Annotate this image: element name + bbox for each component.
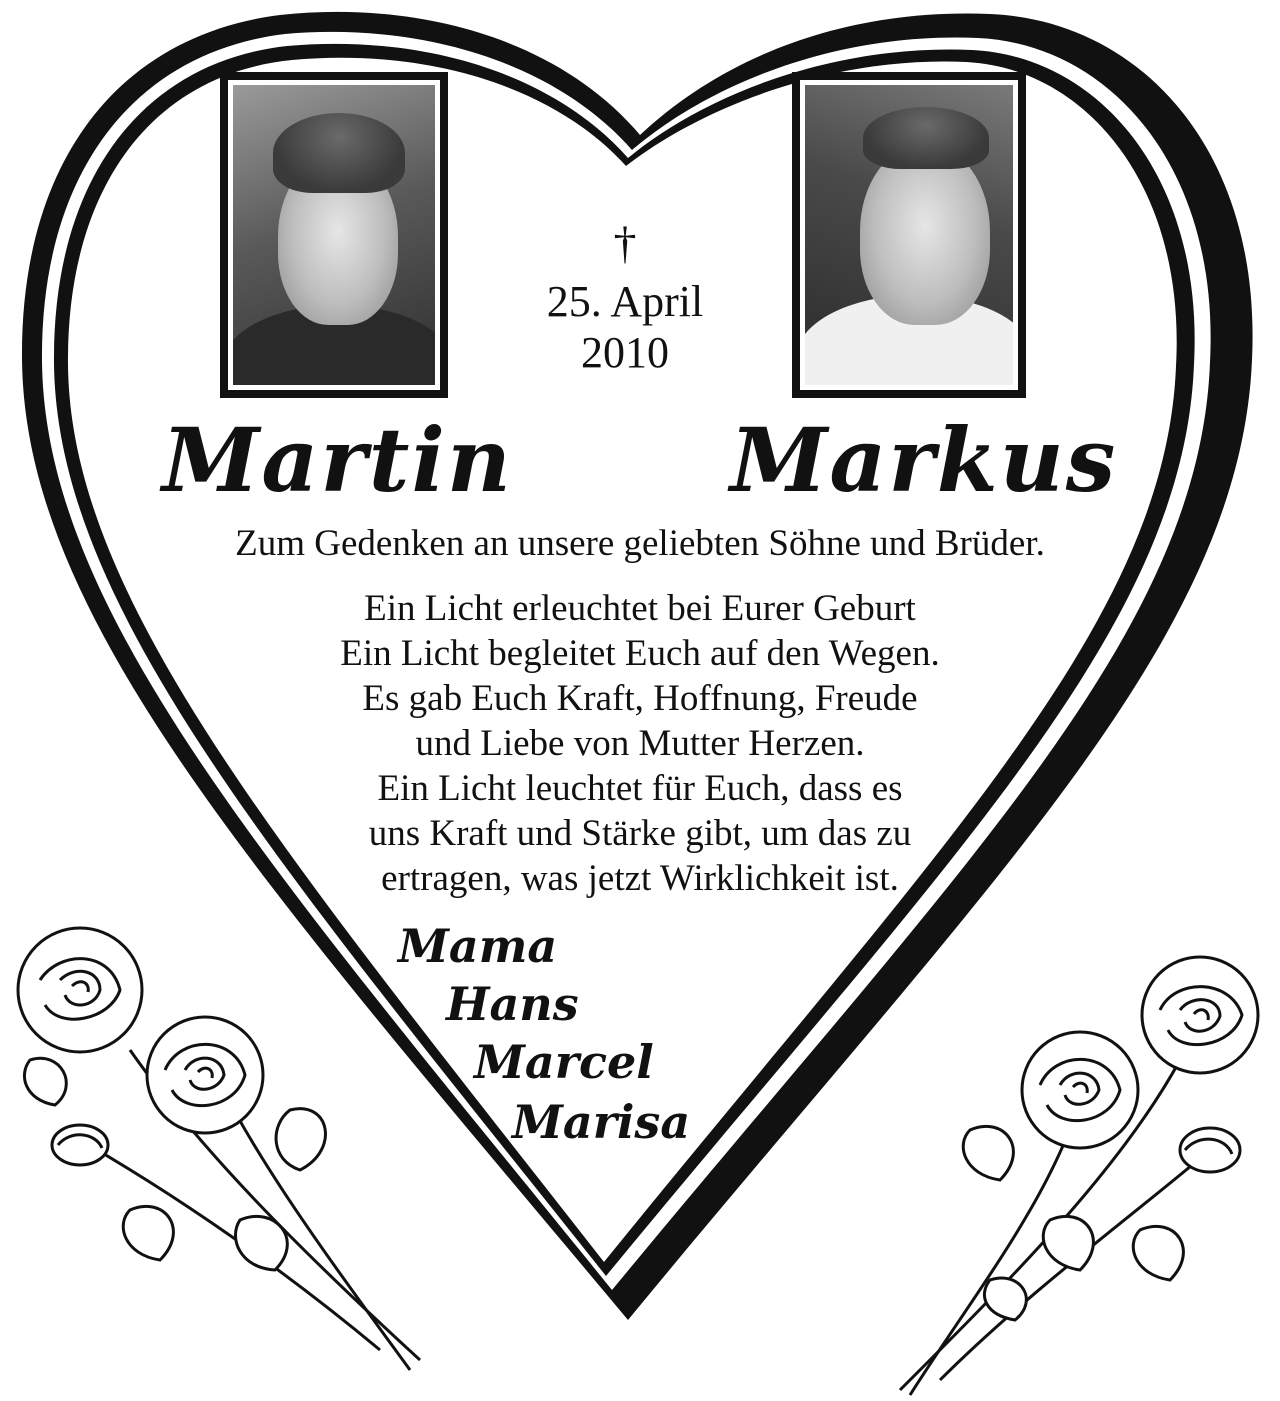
poem-line: und Liebe von Mutter Herzen. xyxy=(415,723,865,764)
signer-hans: Hans xyxy=(446,977,579,1031)
poem-line: uns Kraft und Stärke gibt, um das zu xyxy=(368,813,912,854)
portrait-hair xyxy=(273,113,405,193)
portrait-martin xyxy=(233,85,435,385)
portrait-markus xyxy=(805,85,1013,385)
name-martin: Martin xyxy=(162,408,513,512)
poem-line: ertragen, was jetzt Wirklichkeit ist. xyxy=(381,858,899,899)
poem-line: Ein Licht leuchtet für Euch, dass es xyxy=(377,768,903,809)
poem xyxy=(200,586,1080,901)
signer-mama: Mama xyxy=(398,919,558,973)
signer-marcel: Marcel xyxy=(474,1035,654,1089)
memorial-line: Zum Gedenken an unsere geliebten Söhne und Brüder. xyxy=(235,523,1045,564)
portrait-face xyxy=(860,145,990,325)
roses-right-illustration xyxy=(880,950,1280,1400)
roses-left-illustration xyxy=(0,920,440,1380)
poem-line: Ein Licht erleuchtet bei Eurer Geburt xyxy=(364,588,916,629)
death-year: 2010 xyxy=(581,328,669,377)
photo-markus xyxy=(792,72,1026,398)
photo-martin xyxy=(220,72,448,398)
name-markus: Markus xyxy=(730,408,1118,512)
death-day-month: 25. April xyxy=(546,277,704,326)
signer-marisa: Marisa xyxy=(512,1095,691,1149)
portrait-hair xyxy=(863,107,989,169)
poem-line: Ein Licht begleitet Euch auf den Wegen. xyxy=(340,633,940,674)
poem-line: Es gab Euch Kraft, Hoffnung, Freude xyxy=(362,678,918,719)
cross-symbol: † xyxy=(613,217,637,268)
